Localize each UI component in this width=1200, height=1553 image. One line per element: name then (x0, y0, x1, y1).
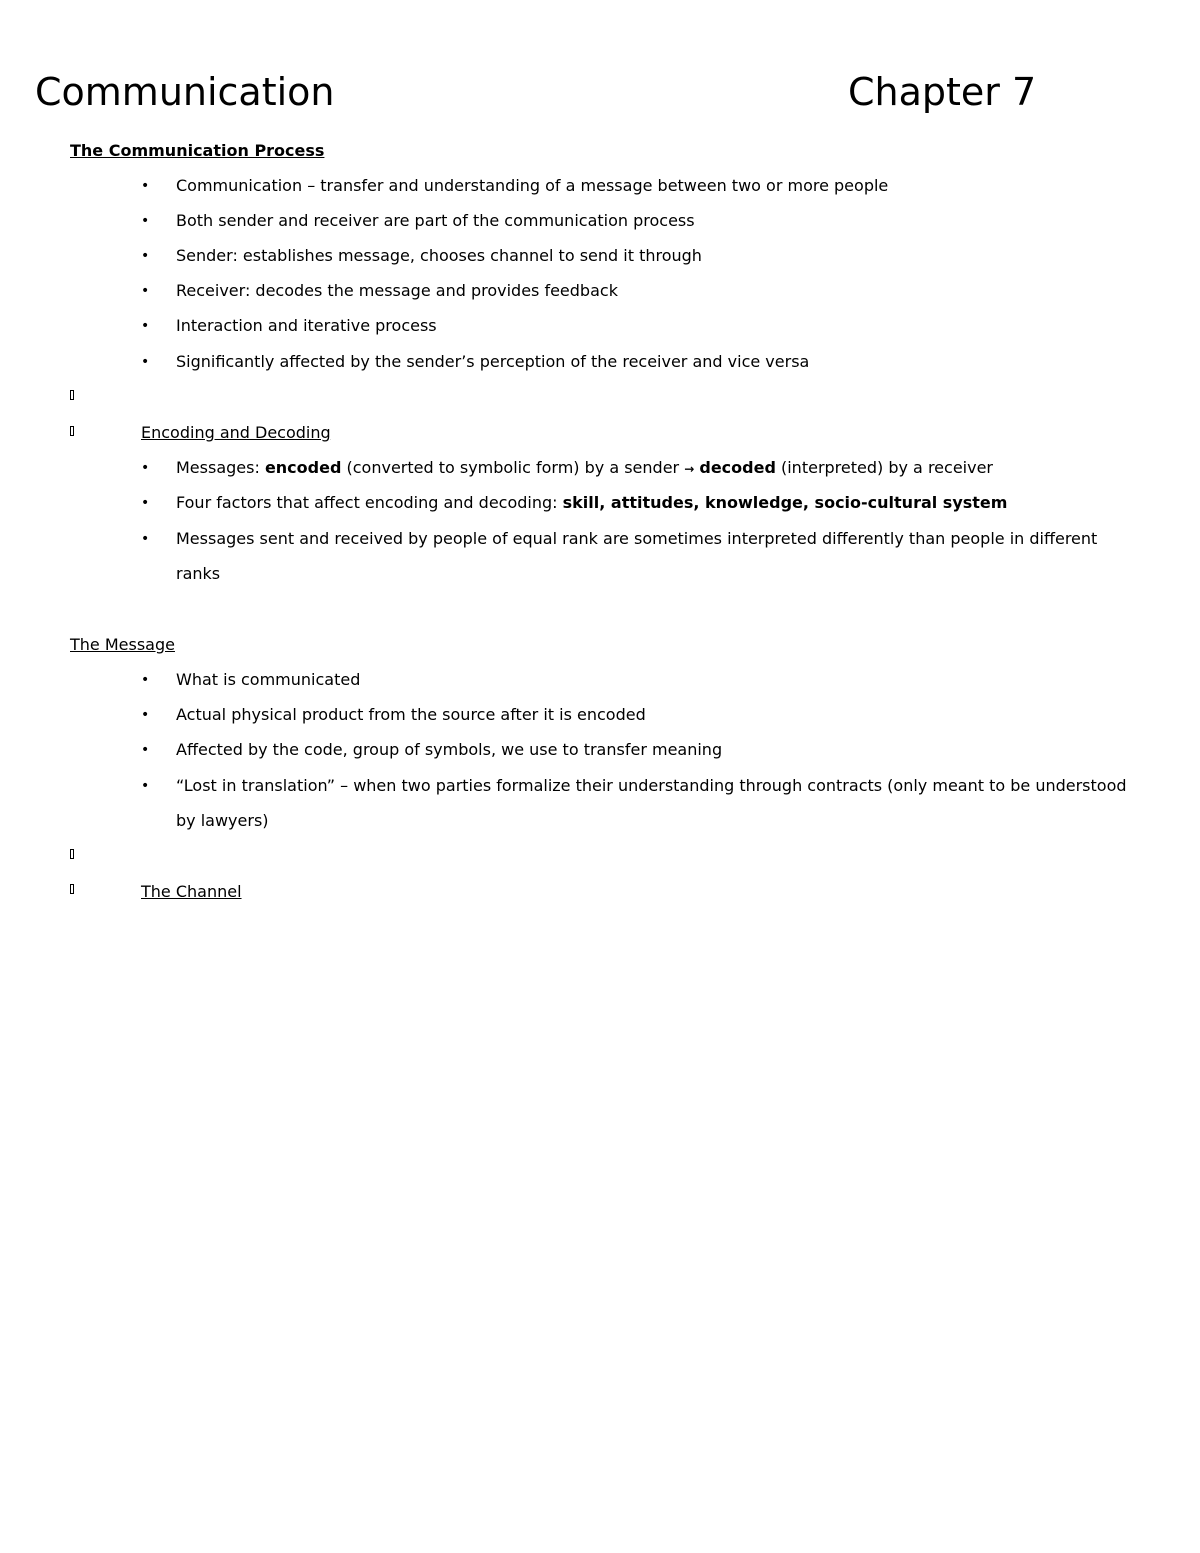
missing-glyph-icon (70, 849, 74, 859)
list-item: Receiver: decodes the message and provides feedback (176, 281, 618, 300)
list-item-text: (interpreted) by a receiver (775, 458, 993, 477)
list-item: Communication – transfer and understanding of a message between two or more people (176, 176, 889, 195)
list-item: Actual physical product from the source after it is encoded (176, 705, 646, 724)
list-item-text: Messages: (176, 458, 265, 477)
bullet-icon: • (141, 707, 150, 723)
chapter-label: Chapter 7 (848, 70, 1037, 114)
list-item-continuation: by lawyers) (176, 811, 269, 830)
bullet-icon: • (141, 531, 150, 547)
list-item: “Lost in translation” – when two parties formalize their understanding through contracts (only meant to be understood (176, 776, 1127, 795)
arrow-right-icon: → (684, 462, 695, 476)
list-item: What is communicated (176, 670, 361, 689)
missing-glyph-icon (70, 884, 74, 894)
missing-glyph-icon (70, 390, 74, 400)
bullet-icon: • (141, 672, 150, 688)
list-item (176, 493, 1007, 513)
list-item: Interaction and iterative process (176, 316, 437, 335)
bullet-icon: • (141, 248, 150, 264)
bullet-icon: • (141, 213, 150, 229)
bullet-icon: • (141, 283, 150, 299)
list-item: Both sender and receiver are part of the communication process (176, 211, 695, 230)
list-item (176, 458, 993, 479)
bullet-icon: • (141, 354, 150, 370)
section-heading-channel: The Channel (141, 882, 242, 901)
bullet-icon: • (141, 742, 150, 758)
list-item-text: Four factors that affect encoding and decoding: (176, 493, 563, 512)
list-item: Affected by the code, group of symbols, we use to transfer meaning (176, 740, 723, 759)
missing-glyph-icon (70, 426, 74, 436)
bullet-icon: • (141, 495, 150, 511)
section-heading-message: The Message (70, 635, 175, 654)
bullet-icon: • (141, 778, 150, 794)
emphasis-text: skill, attitudes, knowledge, socio-cultural system (562, 493, 1008, 512)
section-heading-communication-process: The Communication Process (70, 141, 325, 160)
list-item-continuation: ranks (176, 564, 221, 583)
list-item: Messages sent and received by people of equal rank are sometimes interpreted differently than people in different (176, 529, 1098, 548)
list-item: Significantly affected by the sender’s perception of the receiver and vice versa (176, 352, 810, 371)
bullet-icon: • (141, 318, 150, 334)
bullet-icon: • (141, 178, 150, 194)
section-heading-encoding-decoding: Encoding and Decoding (141, 423, 331, 442)
document-title: Communication (35, 70, 335, 114)
list-item: Sender: establishes message, chooses channel to send it through (176, 246, 702, 265)
list-item-text: (converted to symbolic form) by a sender (341, 458, 685, 477)
bullet-icon: • (141, 460, 150, 476)
emphasis-text: decoded (699, 458, 776, 477)
emphasis-text: encoded (264, 458, 342, 477)
